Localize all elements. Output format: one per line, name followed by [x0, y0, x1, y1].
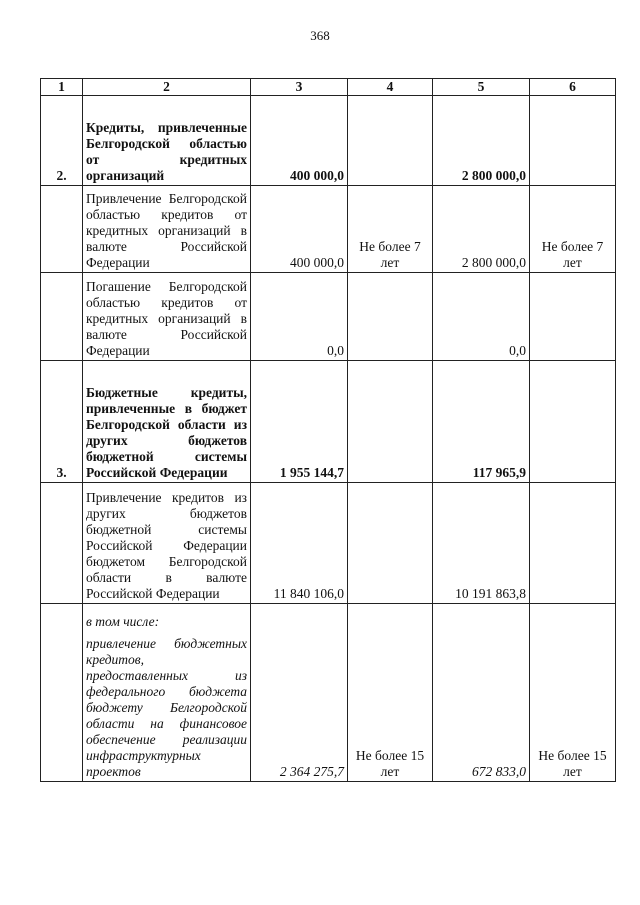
- row-number: [41, 483, 83, 604]
- row-number: [41, 273, 83, 361]
- term-col4: Не более 7 лет: [348, 186, 433, 273]
- col-header-6: 6: [530, 79, 616, 96]
- header-row: [41, 79, 616, 96]
- row-description: Кредиты, привлеченные Белгородской областью от кредитных организаций: [83, 96, 251, 186]
- term-col4: [348, 483, 433, 604]
- row-intro: в том числе:: [86, 614, 160, 629]
- term-col6: [530, 483, 616, 604]
- page-number: 368: [310, 28, 330, 43]
- col-header-5: 5: [433, 79, 530, 96]
- row-number: [41, 186, 83, 273]
- table-row: [41, 361, 616, 483]
- amount-col3: 1 955 144,7: [251, 361, 348, 483]
- col-header-3: 3: [251, 79, 348, 96]
- row-number: [41, 604, 83, 782]
- row-description: Погашение Белгородской областью кредитов от кредитных организаций в валюте Российской Федерации: [83, 273, 251, 361]
- row-description: Привлечение кредитов из других бюджетов бюджетной системы Российской Федерации бюджетом Белгородской области в валюте Российской Федерации: [83, 483, 251, 604]
- amount-col3: 11 840 106,0: [251, 483, 348, 604]
- term-col6: Не более 7 лет: [530, 186, 616, 273]
- amount-col3: 2 364 275,7: [251, 604, 348, 782]
- amount-col5: 2 800 000,0: [433, 186, 530, 273]
- term-col4: [348, 361, 433, 483]
- amount-col3: 400 000,0: [251, 96, 348, 186]
- term-col4: [348, 273, 433, 361]
- table-row: [41, 186, 616, 273]
- amount-col5: 672 833,0: [433, 604, 530, 782]
- row-description: Привлечение Белгородской областью кредитов от кредитных организаций в валюте Российской Федерации: [83, 186, 251, 273]
- borrowing-table: [40, 78, 616, 782]
- row-detail: привлечение бюджетных кредитов, предоставленных из федерального бюджета бюджету Белгородской области на финансовое обеспечение реализации инфраструктурных проектов: [86, 636, 247, 779]
- col-header-1: 1: [41, 79, 83, 96]
- table-row: [41, 96, 616, 186]
- amount-col3: 400 000,0: [251, 186, 348, 273]
- table-row: [41, 604, 616, 782]
- row-number: 3.: [41, 361, 83, 483]
- amount-col5: 10 191 863,8: [433, 483, 530, 604]
- amount-col5: 117 965,9: [433, 361, 530, 483]
- row-description: Бюджетные кредиты, привлеченные в бюджет Белгородской области из других бюджетов бюджетной системы Российской Федерации: [83, 361, 251, 483]
- term-col4: [348, 96, 433, 186]
- table-row: [41, 483, 616, 604]
- term-col6: [530, 361, 616, 483]
- amount-col5: 2 800 000,0: [433, 96, 530, 186]
- term-col4: Не более 15 лет: [348, 604, 433, 782]
- amount-col3: 0,0: [251, 273, 348, 361]
- table-row: [41, 273, 616, 361]
- row-number: 2.: [41, 96, 83, 186]
- amount-col5: 0,0: [433, 273, 530, 361]
- col-header-4: 4: [348, 79, 433, 96]
- row-description: [83, 604, 251, 782]
- term-col6: [530, 96, 616, 186]
- term-col6: [530, 273, 616, 361]
- term-col6: Не более 15 лет: [530, 604, 616, 782]
- col-header-2: 2: [83, 79, 251, 96]
